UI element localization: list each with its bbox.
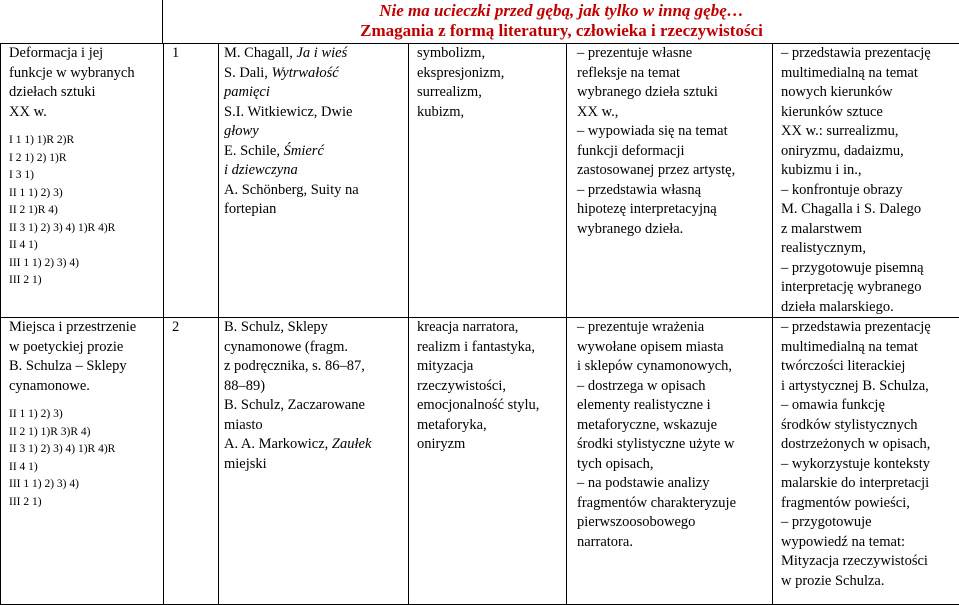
text-segment: cynamonowe (fragm. [224,339,348,355]
concept-line: surrealizm, [417,83,566,103]
basic-requirement-line: – dostrzega w opisach [577,377,772,397]
text-segment: B. Schulz, Zaczarowane [224,397,365,413]
requirement-code: I 3 1) [9,167,163,185]
lesson-number-cell [164,44,219,318]
text-segment: i dziewczyna [224,162,298,178]
text-line [224,338,408,358]
topic-line: dziełach sztuki [9,83,163,103]
topic-cell [1,44,164,318]
text-line [224,416,408,436]
text-segment: 88–89) [224,378,265,394]
header-title: Zmagania z formą literatury, człowieka i rzeczywistości [163,21,959,41]
lesson-number: 2 [172,319,179,335]
text-segment: głowy [224,123,259,139]
table-row [1,318,959,605]
extended-requirement-line: Mityzacja rzeczywistości [781,552,959,572]
extended-requirement-line: dostrzeżonych w opisach, [781,435,959,455]
extended-requirement-line: multimedialną na temat [781,64,959,84]
basic-requirement-line: hipotezę interpretacyjną [577,200,772,220]
extended-requirement-line: – przygotowuje pisemną [781,259,959,279]
extended-requirement-line: – przedstawia prezentację [781,318,959,338]
requirement-code: I 2 1) 2) 1)R [9,150,163,168]
extended-requirement-line: M. Chagalla i S. Dalego [781,200,959,220]
extended-requirement-line: XX w.: surrealizmu, [781,122,959,142]
basic-requirement-line: tych opisach, [577,455,772,475]
text-line [224,396,408,416]
concept-line: symbolizm, [417,44,566,64]
requirement-code: II 2 1)R 4) [9,202,163,220]
requirement-code: II 4 1) [9,237,163,255]
text-line [224,435,408,455]
extended-requirement-line: – omawia funkcję [781,396,959,416]
basic-requirements-cell [567,318,773,605]
basic-requirement-line: funkcji deformacji [577,142,772,162]
basic-requirement-line: – wypowiada się na temat [577,122,772,142]
text-segment: miasto [224,417,263,433]
requirement-code: II 4 1) [9,459,163,477]
extended-requirement-line: i artystycznej B. Schulza, [781,377,959,397]
text-line [224,64,408,84]
extended-requirement-line: z malarstwem [781,220,959,240]
extended-requirement-line: multimedialną na temat [781,338,959,358]
extended-requirements-cell [773,318,959,605]
text-segment: B. Schulz, Sklepy [224,319,328,335]
text-segment: Śmierć [284,143,324,159]
extended-requirement-line: w prozie Schulza. [781,572,959,592]
text-line [224,455,408,475]
texts-cell [219,44,409,318]
topic-line: Deformacja i jej [9,44,163,64]
requirement-code: II 3 1) 2) 3) 4) 1)R 4)R [9,441,163,459]
text-line [224,103,408,123]
basic-requirement-line: fragmentów charakteryzuje [577,494,772,514]
text-line [224,318,408,338]
requirement-code: III 2 1) [9,494,163,512]
requirement-code: II 1 1) 2) 3) [9,185,163,203]
text-segment: S. Dali, [224,65,272,81]
text-line [224,122,408,142]
text-segment: S.I. Witkiewicz, [224,104,321,120]
extended-requirement-line: nowych kierunków [781,83,959,103]
text-segment: fortepian [224,201,276,217]
text-segment: A. Schönberg, Suity na [224,182,359,198]
text-segment: pamięci [224,84,270,100]
extended-requirement-line: kierunków sztuce [781,103,959,123]
requirement-code: I 1 1) 1)R 2)R [9,132,163,150]
extended-requirements-cell [773,44,959,318]
text-segment: Wytrwałość [272,65,339,81]
concept-line: kubizm, [417,103,566,123]
basic-requirement-line: – prezentuje własne [577,44,772,64]
concept-line: emocjonalność stylu, [417,396,566,416]
text-segment: Dwie [321,104,352,120]
topic-line: Miejsca i przestrzenie [9,318,163,338]
requirement-codes [9,406,163,511]
extended-requirement-line: twórczości literackiej [781,357,959,377]
text-segment: Ja i wieś [297,45,348,61]
basic-requirement-line: – przedstawia własną [577,181,772,201]
header-motto: Nie ma ucieczki przed gębą, jak tylko w inną gębę… [163,0,959,21]
concept-line: oniryzm [417,435,566,455]
curriculum-table [0,43,959,605]
extended-requirement-line: – konfrontuje obrazy [781,181,959,201]
topic-line: XX w. [9,103,163,123]
text-line [224,200,408,220]
basic-requirements-cell [567,44,773,318]
extended-requirement-line: wypowiedź na temat: [781,533,959,553]
extended-requirement-line: – wykorzystuje konteksty [781,455,959,475]
text-segment: E. Schile, [224,143,284,159]
extended-requirement-line: środków stylistycznych [781,416,959,436]
basic-requirement-line: metaforyczne, wskazuje [577,416,772,436]
text-line [224,161,408,181]
text-line [224,377,408,397]
basic-requirement-line: środki stylistyczne użyte w [577,435,772,455]
table-header [162,0,959,44]
text-segment: miejski [224,456,267,472]
topic-cell [1,318,164,605]
basic-requirement-line: elementy realistyczne i [577,396,772,416]
lesson-number: 1 [172,45,179,61]
concept-line: ekspresjonizm, [417,64,566,84]
basic-requirement-line: narratora. [577,533,772,553]
extended-requirement-line: – przedstawia prezentację [781,44,959,64]
concept-line: metaforyka, [417,416,566,436]
text-line [224,142,408,162]
basic-requirement-line: wybranego dzieła sztuki [577,83,772,103]
basic-requirement-line: zastosowanej przez artystę, [577,161,772,181]
extended-requirement-line: fragmentów powieści, [781,494,959,514]
extended-requirement-line: dzieła malarskiego. [781,298,959,318]
extended-requirement-line: kubizmu i in., [781,161,959,181]
texts-cell [219,318,409,605]
concept-line: rzeczywistości, [417,377,566,397]
text-segment: Zaułek [332,436,371,452]
basic-requirement-line: refleksje na temat [577,64,772,84]
basic-requirement-line: – prezentuje wrażenia [577,318,772,338]
requirement-code: II 2 1) 1)R 3)R 4) [9,424,163,442]
basic-requirement-line: wybranego dzieła. [577,220,772,240]
text-line [224,181,408,201]
concepts-cell [409,318,567,605]
basic-requirement-line: – na podstawie analizy [577,474,772,494]
extended-requirement-line: realistycznym, [781,239,959,259]
lesson-number-cell [164,318,219,605]
extended-requirement-line: – przygotowuje [781,513,959,533]
concept-line: mityzacja [417,357,566,377]
concept-line: kreacja narratora, [417,318,566,338]
topic-line: B. Schulza – Sklepy [9,357,163,377]
text-line [224,44,408,64]
topic-line: w poetyckiej prozie [9,338,163,358]
extended-requirement-line: interpretację wybranego [781,278,959,298]
text-segment: M. Chagall, [224,45,297,61]
topic-line: cynamonowe. [9,377,163,397]
table-row [1,44,959,318]
text-segment: z podręcznika, s. 86–87, [224,358,365,374]
requirement-code: II 1 1) 2) 3) [9,406,163,424]
extended-requirement-line: oniryzmu, dadaizmu, [781,142,959,162]
topic-line: funkcje w wybranych [9,64,163,84]
extended-requirement-line: malarskie do interpretacji [781,474,959,494]
requirement-code: III 1 1) 2) 3) 4) [9,476,163,494]
concepts-cell [409,44,567,318]
requirement-codes [9,132,163,290]
basic-requirement-line: XX w., [577,103,772,123]
basic-requirement-line: i sklepów cynamonowych, [577,357,772,377]
basic-requirement-line: pierwszoosobowego [577,513,772,533]
concept-line: realizm i fantastyka, [417,338,566,358]
requirement-code: III 1 1) 2) 3) 4) [9,255,163,273]
basic-requirement-line: wywołane opisem miasta [577,338,772,358]
text-line [224,83,408,103]
requirement-code: II 3 1) 2) 3) 4) 1)R 4)R [9,220,163,238]
text-segment: A. A. Markowicz, [224,436,332,452]
text-line [224,357,408,377]
requirement-code: III 2 1) [9,272,163,290]
